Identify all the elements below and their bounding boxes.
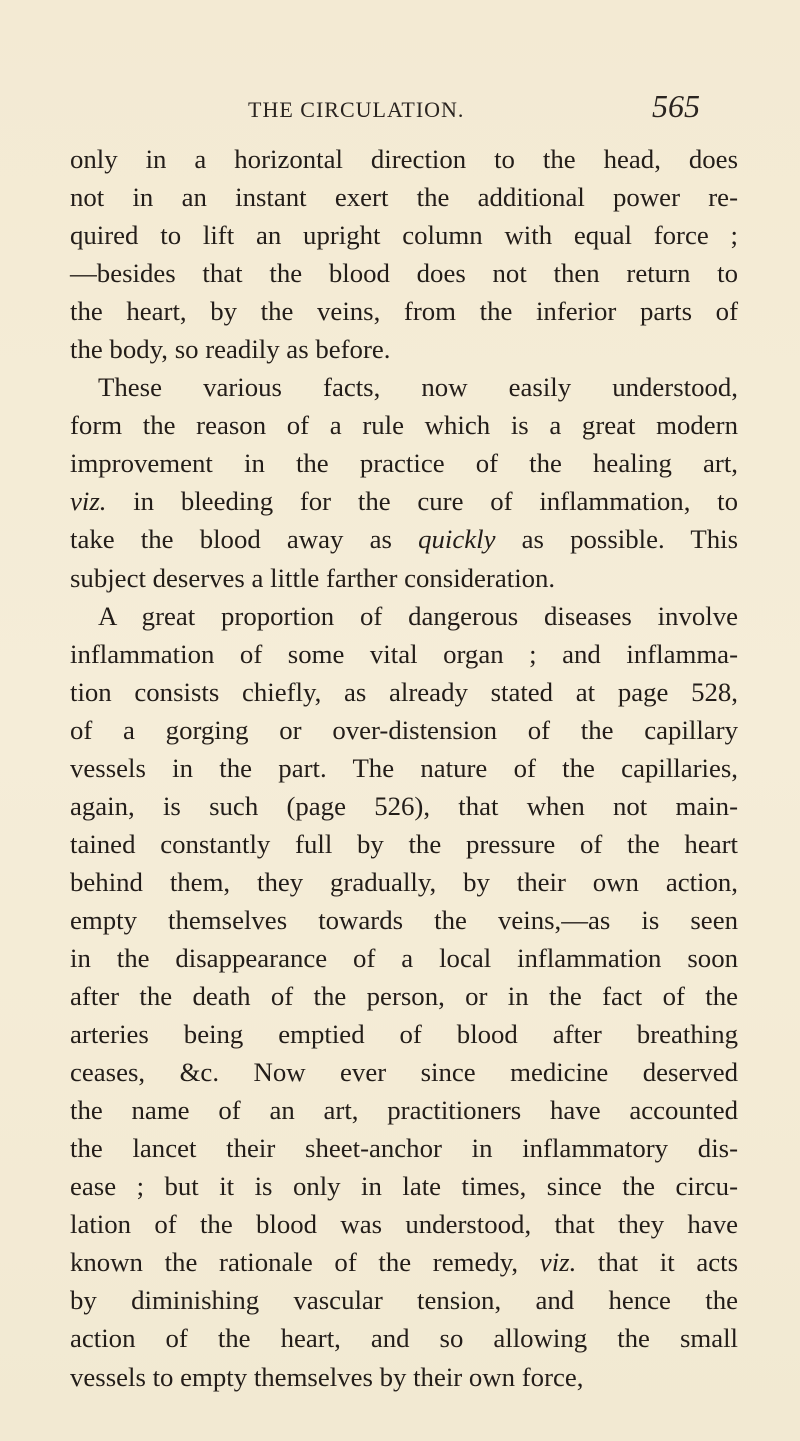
text-line bbox=[70, 1053, 738, 1091]
text-segment: behind them, they gradually, by their own action, bbox=[70, 866, 738, 897]
page-number: 565 bbox=[652, 88, 700, 124]
text-line bbox=[70, 444, 738, 482]
text-line bbox=[70, 1015, 738, 1053]
text-line bbox=[70, 749, 738, 787]
text-line bbox=[70, 292, 738, 330]
text-segment: not in an instant exert the additional power re- bbox=[70, 182, 738, 213]
text-segment: lation of the blood was understood, that they have bbox=[70, 1209, 738, 1240]
text-segment: the heart, by the veins, from the inferior parts of bbox=[70, 296, 738, 327]
running-head bbox=[0, 88, 800, 128]
text-segment: the lancet their sheet-anchor in inflammatory dis- bbox=[70, 1133, 738, 1164]
text-segment: in bleeding for the cure of inflammation, to bbox=[106, 486, 738, 517]
text-segment: only in a horizontal direction to the head, does bbox=[70, 144, 738, 174]
text-segment: tained constantly full by the pressure of the heart bbox=[70, 828, 738, 859]
text-segment: quired to lift an upright column with equal force ; bbox=[70, 220, 738, 251]
text-segment: —besides that the blood does not then return to bbox=[70, 258, 738, 289]
text-line bbox=[70, 178, 738, 216]
text-line bbox=[70, 977, 738, 1015]
text-line bbox=[70, 1243, 738, 1281]
text-line bbox=[70, 1358, 738, 1396]
text-segment: action of the heart, and so allowing the small bbox=[70, 1323, 738, 1354]
italic-text: viz. bbox=[70, 486, 107, 517]
text-segment: after the death of the person, or in the fact of the bbox=[70, 981, 738, 1012]
text-line bbox=[70, 482, 738, 520]
text-segment: known the rationale of the remedy, bbox=[70, 1247, 540, 1278]
text-line bbox=[70, 559, 738, 597]
text-segment: inflammation of some vital organ ; and inflamma- bbox=[70, 638, 738, 669]
text-line bbox=[70, 1281, 738, 1319]
text-line bbox=[70, 1129, 738, 1167]
text-segment: vessels in the part. The nature of the capillaries, bbox=[70, 752, 738, 783]
text-line bbox=[70, 635, 738, 673]
text-segment: in the disappearance of a local inflammation soon bbox=[70, 942, 738, 973]
text-line bbox=[70, 406, 738, 444]
text-line bbox=[70, 711, 738, 749]
text-segment: arteries being emptied of blood after breathing bbox=[70, 1019, 738, 1050]
text-line bbox=[70, 673, 738, 711]
text-segment: vessels to empty themselves by their own force, bbox=[70, 1361, 584, 1392]
text-segment: empty themselves towards the veins,—as is seen bbox=[70, 904, 738, 935]
text-line bbox=[70, 1091, 738, 1129]
text-segment: form the reason of a rule which is a great modern bbox=[70, 410, 738, 441]
text-line bbox=[70, 825, 738, 863]
text-segment: the body, so readily as before. bbox=[70, 334, 391, 365]
running-title: THE CIRCULATION. bbox=[248, 97, 465, 122]
text-segment: ceases, &c. Now ever since medicine deserved bbox=[70, 1057, 738, 1088]
text-line bbox=[70, 1319, 738, 1357]
text-line bbox=[70, 863, 738, 901]
text-line bbox=[70, 216, 738, 254]
text-segment: subject deserves a little farther consideration. bbox=[70, 562, 556, 593]
text-segment: These various facts, now easily understood, bbox=[98, 372, 738, 403]
text-segment: ease ; but it is only in late times, since the circu- bbox=[70, 1171, 738, 1202]
text-segment: as possible. This bbox=[495, 524, 738, 555]
italic-text: viz. bbox=[539, 1247, 577, 1278]
text-segment: the name of an art, practitioners have accounted bbox=[70, 1095, 738, 1126]
text-segment: take the blood away as bbox=[70, 524, 419, 555]
text-line bbox=[70, 901, 738, 939]
text-segment: that it acts bbox=[576, 1247, 738, 1278]
text-line bbox=[70, 939, 738, 977]
body-text bbox=[70, 140, 738, 1396]
text-segment: tion consists chiefly, as already stated at page 528, bbox=[70, 676, 738, 707]
text-segment: improvement in the practice of the healing art, bbox=[70, 448, 738, 479]
text-line bbox=[70, 330, 738, 368]
text-line bbox=[70, 368, 738, 406]
text-line bbox=[70, 140, 738, 178]
text-segment: again, is such (page 526), that when not main- bbox=[70, 790, 738, 821]
text-line bbox=[70, 597, 738, 635]
text-line bbox=[70, 254, 738, 292]
italic-text: quickly bbox=[418, 524, 496, 555]
text-line bbox=[70, 1167, 738, 1205]
text-segment: of a gorging or over-distension of the capillary bbox=[70, 714, 738, 745]
text-line bbox=[70, 1205, 738, 1243]
text-line bbox=[70, 787, 738, 825]
text-segment: by diminishing vascular tension, and hence the bbox=[70, 1285, 738, 1316]
text-line bbox=[70, 520, 738, 558]
text-segment: A great proportion of dangerous diseases involve bbox=[98, 600, 738, 631]
